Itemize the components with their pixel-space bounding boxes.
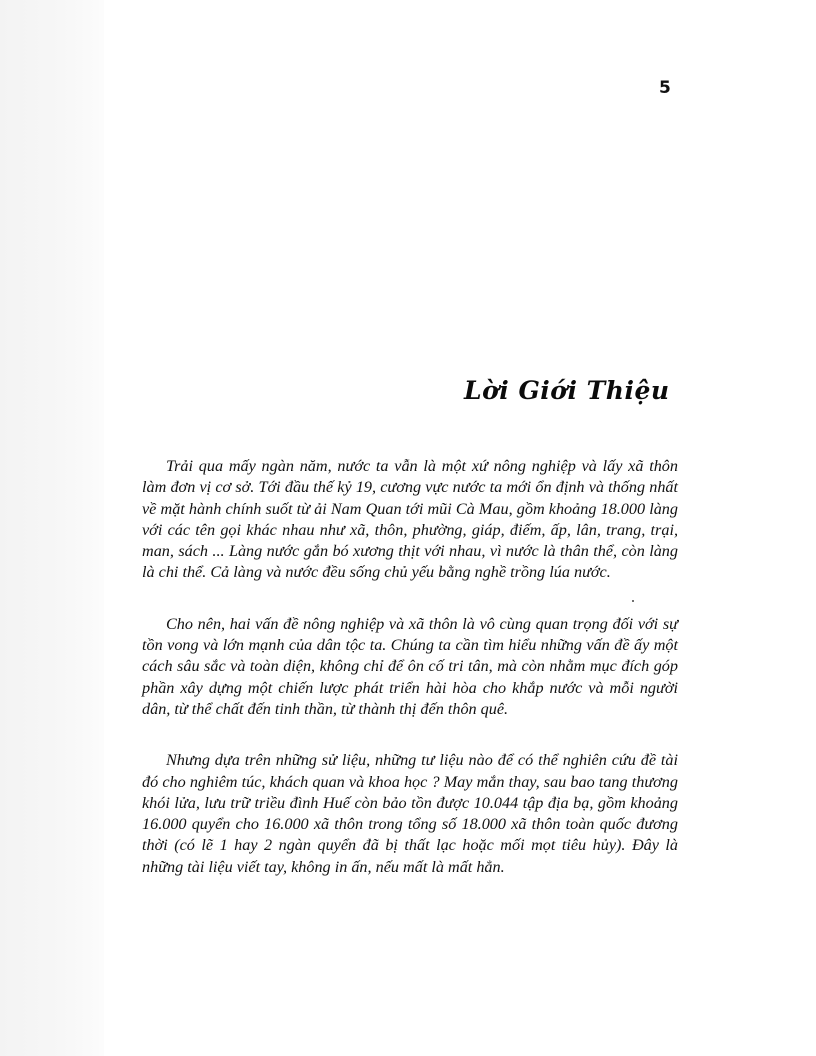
paragraph-2: Cho nên, hai vấn đề nông nghiệp và xã thôn là vô cùng quan trọng đối với sự tồn vong và lớn mạnh của dân tộc ta. Chúng ta cần tìm hiểu những vấn đề ấy một cách sâu sắc và toàn diện, không chỉ để ôn cố tri tân, mà còn nhằm mục đích góp phần xây dựng một chiến lược phát triển hài hòa cho khắp nước và mỗi người dân, từ thể chất đến tinh thần, từ thành thị đến thôn quê. bbox=[142, 614, 678, 718]
print-speck bbox=[632, 600, 634, 602]
paragraph-1: Trải qua mấy ngàn năm, nước ta vẫn là một xứ nông nghiệp và lấy xã thôn làm đơn vị cơ sở. Tới đầu thế kỷ 19, cương vực nước ta mới ổn định và thống nhất về mặt hành chính suốt từ ải Nam Quan tới mũi Cà Mau, gồm khoảng 18.000 làng với các tên gọi khác nhau như xã, thôn, phường, giáp, điếm, ấp, lân, trang, trại, man, sách ... Làng nước gắn bó xương thịt với nhau, vì nước là thân thể, còn làng là chi thể. Cả làng và nước đều sống chủ yếu bằng nghề trồng lúa nước. bbox=[142, 457, 678, 582]
body-text bbox=[142, 456, 678, 908]
page-number: 5 bbox=[659, 78, 671, 98]
page-gutter-shadow bbox=[0, 0, 104, 1056]
paragraph-3: Nhưng dựa trên những sử liệu, những tư liệu nào để có thể nghiên cứu đề tài đó cho nghiêm túc, khách quan và khoa học ? May mắn thay, sau bao tang thương khói lửa, lưu trữ triều đình Huế còn bảo tồn được 10.044 tập địa bạ, gồm khoảng 16.000 quyển cho 16.000 xã thôn trong tổng số 18.000 xã thôn toàn quốc đương thời (có lẽ 1 hay 2 ngàn quyển đã bị thất lạc hoặc mối mọt tiêu hủy). Đây là những tài liệu viết tay, không in ấn, nếu mất là mất hẳn. bbox=[142, 751, 678, 876]
chapter-title: Lời Giới Thiệu bbox=[464, 376, 670, 405]
book-page bbox=[104, 0, 816, 1056]
